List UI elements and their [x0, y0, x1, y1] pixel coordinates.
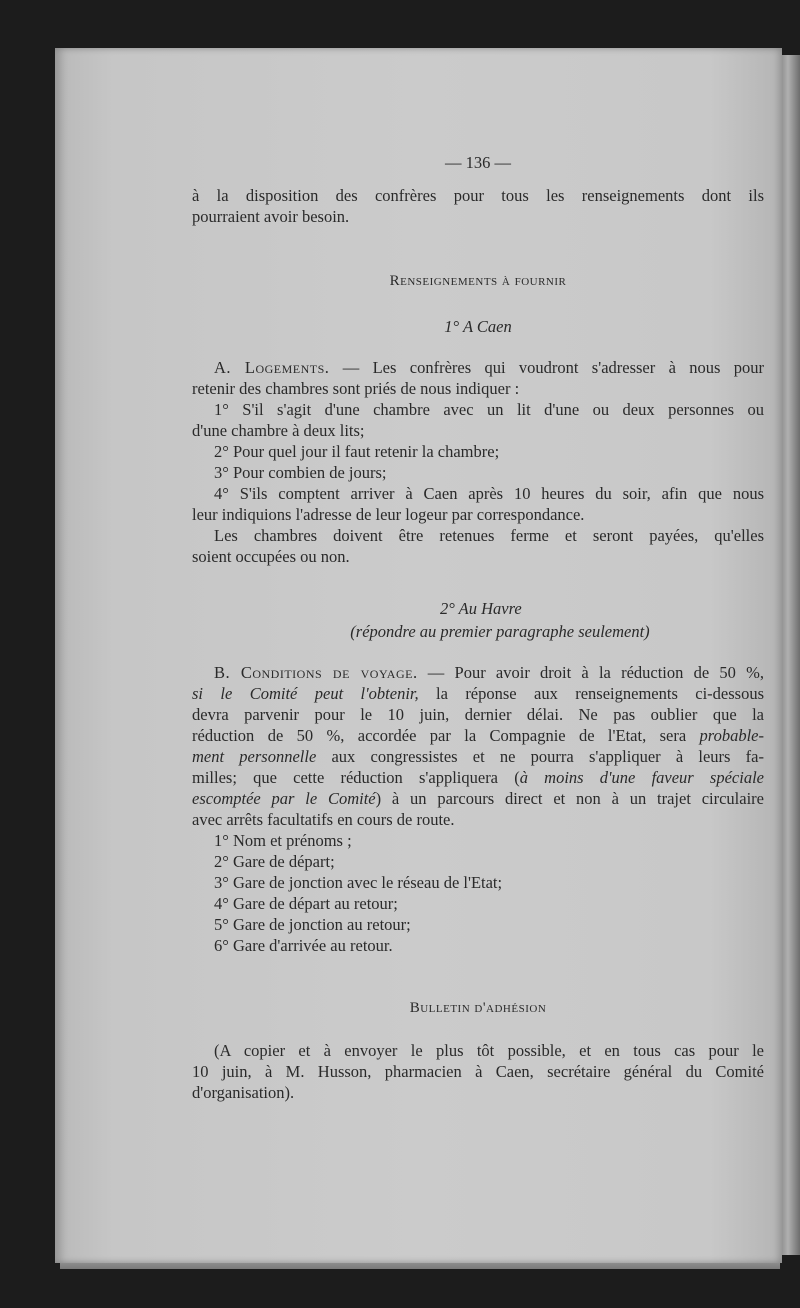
section-b-line-5-text: aux congressistes et ne pourra s'appliquer à leurs fa-: [316, 747, 764, 766]
section-b-line-6-italic: à moins d'une faveur spéciale: [519, 768, 764, 787]
bulletin-line-1: (A copier et à envoyer le plus tôt possible, et en tous cas pour le: [214, 1041, 764, 1060]
bulletin-paragraph: [192, 1040, 764, 1103]
heading-bulletin: Bulletin d'adhésion: [409, 1000, 547, 1016]
section-b-line-5: [192, 746, 764, 767]
item-1-line-2: d'une chambre à deux lits;: [192, 421, 365, 440]
section-b-line-7: [192, 788, 764, 809]
section-b-line-4: [192, 725, 764, 746]
note-line-2: soient occupées ou non.: [192, 547, 350, 566]
section-a: [192, 357, 764, 567]
section-b-line-7-text: ) à un parcours direct et non à un trajet circulaire: [375, 789, 764, 808]
section-a-line-2: retenir des chambres sont priés de nous indiquer :: [192, 379, 520, 398]
heading-caen: 1° A Caen: [444, 317, 512, 336]
section-b-line-1-text: — Pour avoir droit à la réduction de 50 %,: [417, 663, 764, 682]
heading-havre: 2° Au Havre: [440, 599, 522, 618]
section-b-line-7-italic: escomptée par le Comité: [192, 789, 376, 808]
bulletin-line-3: d'organisation).: [192, 1083, 295, 1102]
section-b-line-5-italic: ment personnelle: [192, 747, 317, 766]
section-a-line-1-text: — Les confrères qui voudront s'adresser à nous pour: [329, 358, 764, 377]
page-edge-right: [780, 55, 800, 1255]
section-b-line-2-text: la réponse aux renseignements ci-dessous: [418, 684, 764, 703]
section-b-line-3: devra parvenir pour le 10 juin, dernier délai. Ne pas oublier que la: [192, 705, 764, 724]
section-b-line-2-italic: si le Comité peut l'obtenir,: [192, 684, 419, 703]
bulletin-line-2: 10 juin, à M. Husson, pharmacien à Caen, secrétaire général du Comité: [192, 1062, 764, 1081]
page-number: — 136 —: [445, 153, 511, 172]
section-b-line-1: [192, 662, 764, 683]
section-b-line-6-text: milles; que cette réduction s'appliquera (: [192, 768, 520, 787]
section-a-lead: A. Logements.: [214, 358, 330, 377]
section-b-line-4-italic: probable-: [699, 726, 764, 745]
section-b: [192, 662, 764, 956]
item-2: 2° Pour quel jour il faut retenir la chambre;: [214, 442, 500, 461]
section-b-line-4-text: réduction de 50 %, accordée par la Compagnie de l'Etat, sera: [192, 726, 700, 745]
item-3: 3° Pour combien de jours;: [214, 463, 387, 482]
havre-subheading: (répondre au premier paragraphe seulement): [350, 622, 650, 641]
travel-item-4: 4° Gare de départ au retour;: [214, 894, 398, 913]
item-4-line-2: leur indiquions l'adresse de leur logeur par correspondance.: [192, 505, 585, 524]
section-b-line-6: [192, 767, 764, 788]
intro-line-2: pourraient avoir besoin.: [192, 207, 350, 226]
travel-item-6: 6° Gare d'arrivée au retour.: [214, 936, 393, 955]
item-4-line-1: 4° S'ils comptent arriver à Caen après 10 heures du soir, afin que nous: [214, 484, 764, 503]
heading-renseignements: Renseignements à fournir: [389, 273, 567, 289]
section-b-line-2: [192, 683, 764, 704]
section-b-lead: B. Conditions de voyage.: [214, 663, 418, 682]
travel-item-1: 1° Nom et prénoms ;: [214, 831, 352, 850]
intro-paragraph: [192, 185, 764, 227]
travel-item-5: 5° Gare de jonction au retour;: [214, 915, 411, 934]
section-a-line-1: [192, 357, 764, 378]
note-line-1: Les chambres doivent être retenues ferme et seront payées, qu'elles: [214, 526, 764, 545]
travel-item-3: 3° Gare de jonction avec le réseau de l'Etat;: [214, 873, 503, 892]
item-1-line-1: 1° S'il s'agit d'une chambre avec un lit d'une ou deux personnes ou: [214, 400, 764, 419]
section-b-line-8: avec arrêts facultatifs en cours de route.: [192, 810, 455, 829]
intro-line-1: à la disposition des confrères pour tous les renseignements dont ils: [192, 186, 764, 205]
travel-item-2: 2° Gare de départ;: [214, 852, 335, 871]
